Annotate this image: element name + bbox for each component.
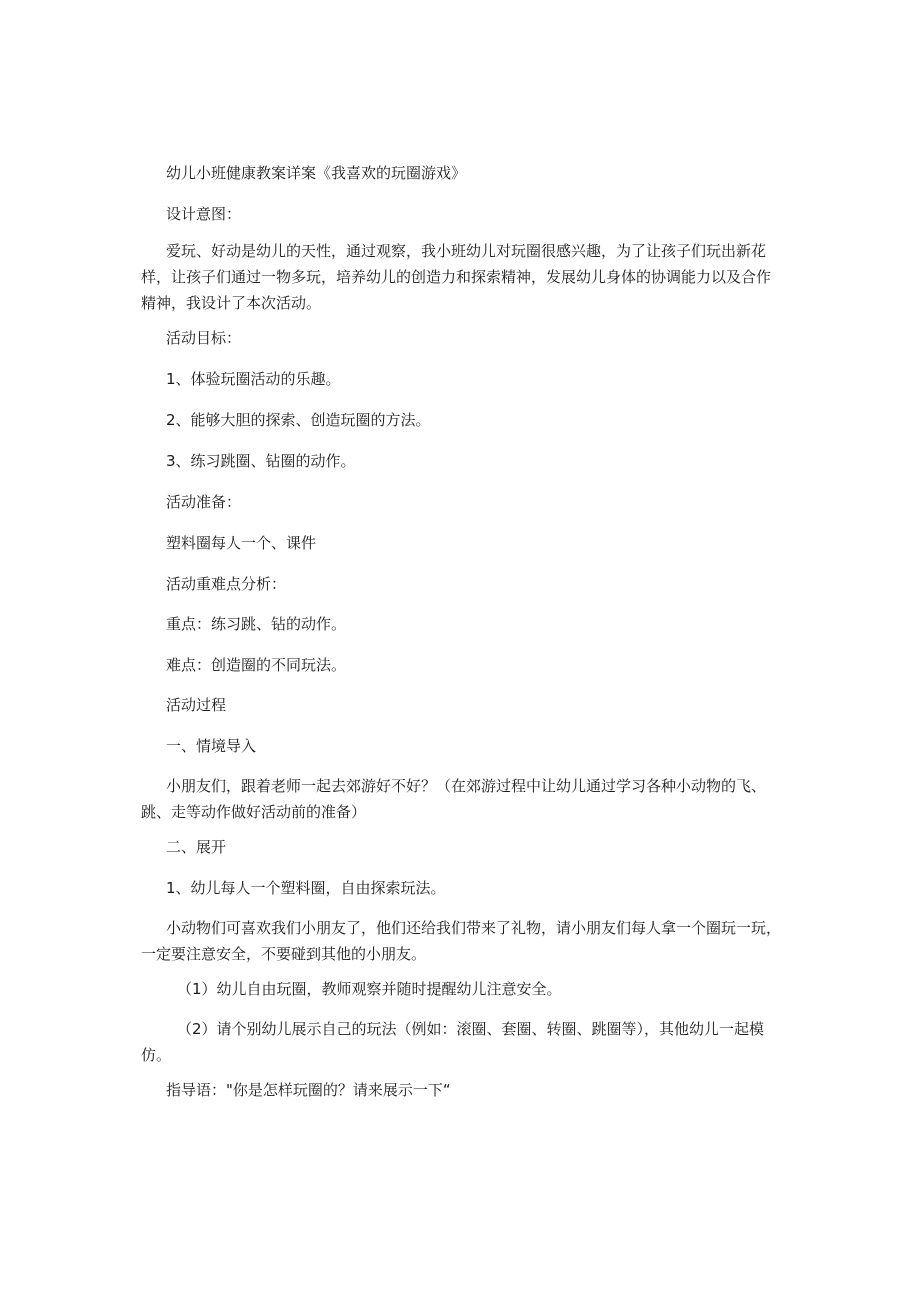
section-heading-1: 一、情境导入 <box>166 737 257 755</box>
document-title: 幼儿小班健康教案详案《我喜欢的玩圈游戏》 <box>166 164 467 182</box>
goal-item-3: 3、练习跳圈、钻圈的动作。 <box>166 452 356 470</box>
analysis-heading: 活动重难点分析： <box>166 575 287 593</box>
prep-heading: 活动准备： <box>166 493 242 511</box>
guide-text: 指导语："你是怎样玩圈的？请来展示一下“ <box>166 1081 451 1099</box>
design-heading: 设计意图： <box>166 205 242 223</box>
goal-item-1: 1、体验玩圈活动的乐趣。 <box>166 370 341 388</box>
process-heading: 活动过程 <box>166 696 227 714</box>
sub-step-1: （1）幼儿自由玩圈，教师观察并随时提醒幼儿注意安全。 <box>177 980 562 998</box>
step-1-paragraph: 小动物们可喜欢我们小朋友了，他们还给我们带来了礼物，请小朋友们每人拿一个圈玩一玩，一定要注意安全，不要碰到其他的小朋友。 <box>141 919 782 963</box>
section-heading-2: 二、展开 <box>166 838 227 856</box>
key-point: 重点：练习跳、钻的动作。 <box>166 615 347 633</box>
design-paragraph: 爱玩、好动是幼儿的天性，通过观察，我小班幼儿对玩圈很感兴趣，为了让孩子们玩出新花样，让孩子们通过一物多玩，培养幼儿的创造力和探索精神，发展幼儿身体的协调能力以及合作精神，我设计了本次活动。 <box>141 242 772 312</box>
difficult-point: 难点：创造圈的不同玩法。 <box>166 656 347 674</box>
section-1-paragraph: 小朋友们，跟着老师一起去郊游好不好？（在郊游过程中让幼儿通过学习各种小动物的飞、跳、走等动作做好活动前的准备） <box>141 777 767 821</box>
goal-item-2: 2、能够大胆的探索、创造玩圈的方法。 <box>166 411 431 429</box>
sub-step-2: （2）请个别幼儿展示自己的玩法（例如：滚圈、套圈、转圈、跳圈等），其他幼儿一起模仿。 <box>141 1020 765 1064</box>
step-1: 1、幼儿每人一个塑料圈，自由探索玩法。 <box>166 879 446 897</box>
prep-paragraph: 塑料圈每人一个、课件 <box>166 534 317 552</box>
goals-heading: 活动目标： <box>166 329 242 347</box>
